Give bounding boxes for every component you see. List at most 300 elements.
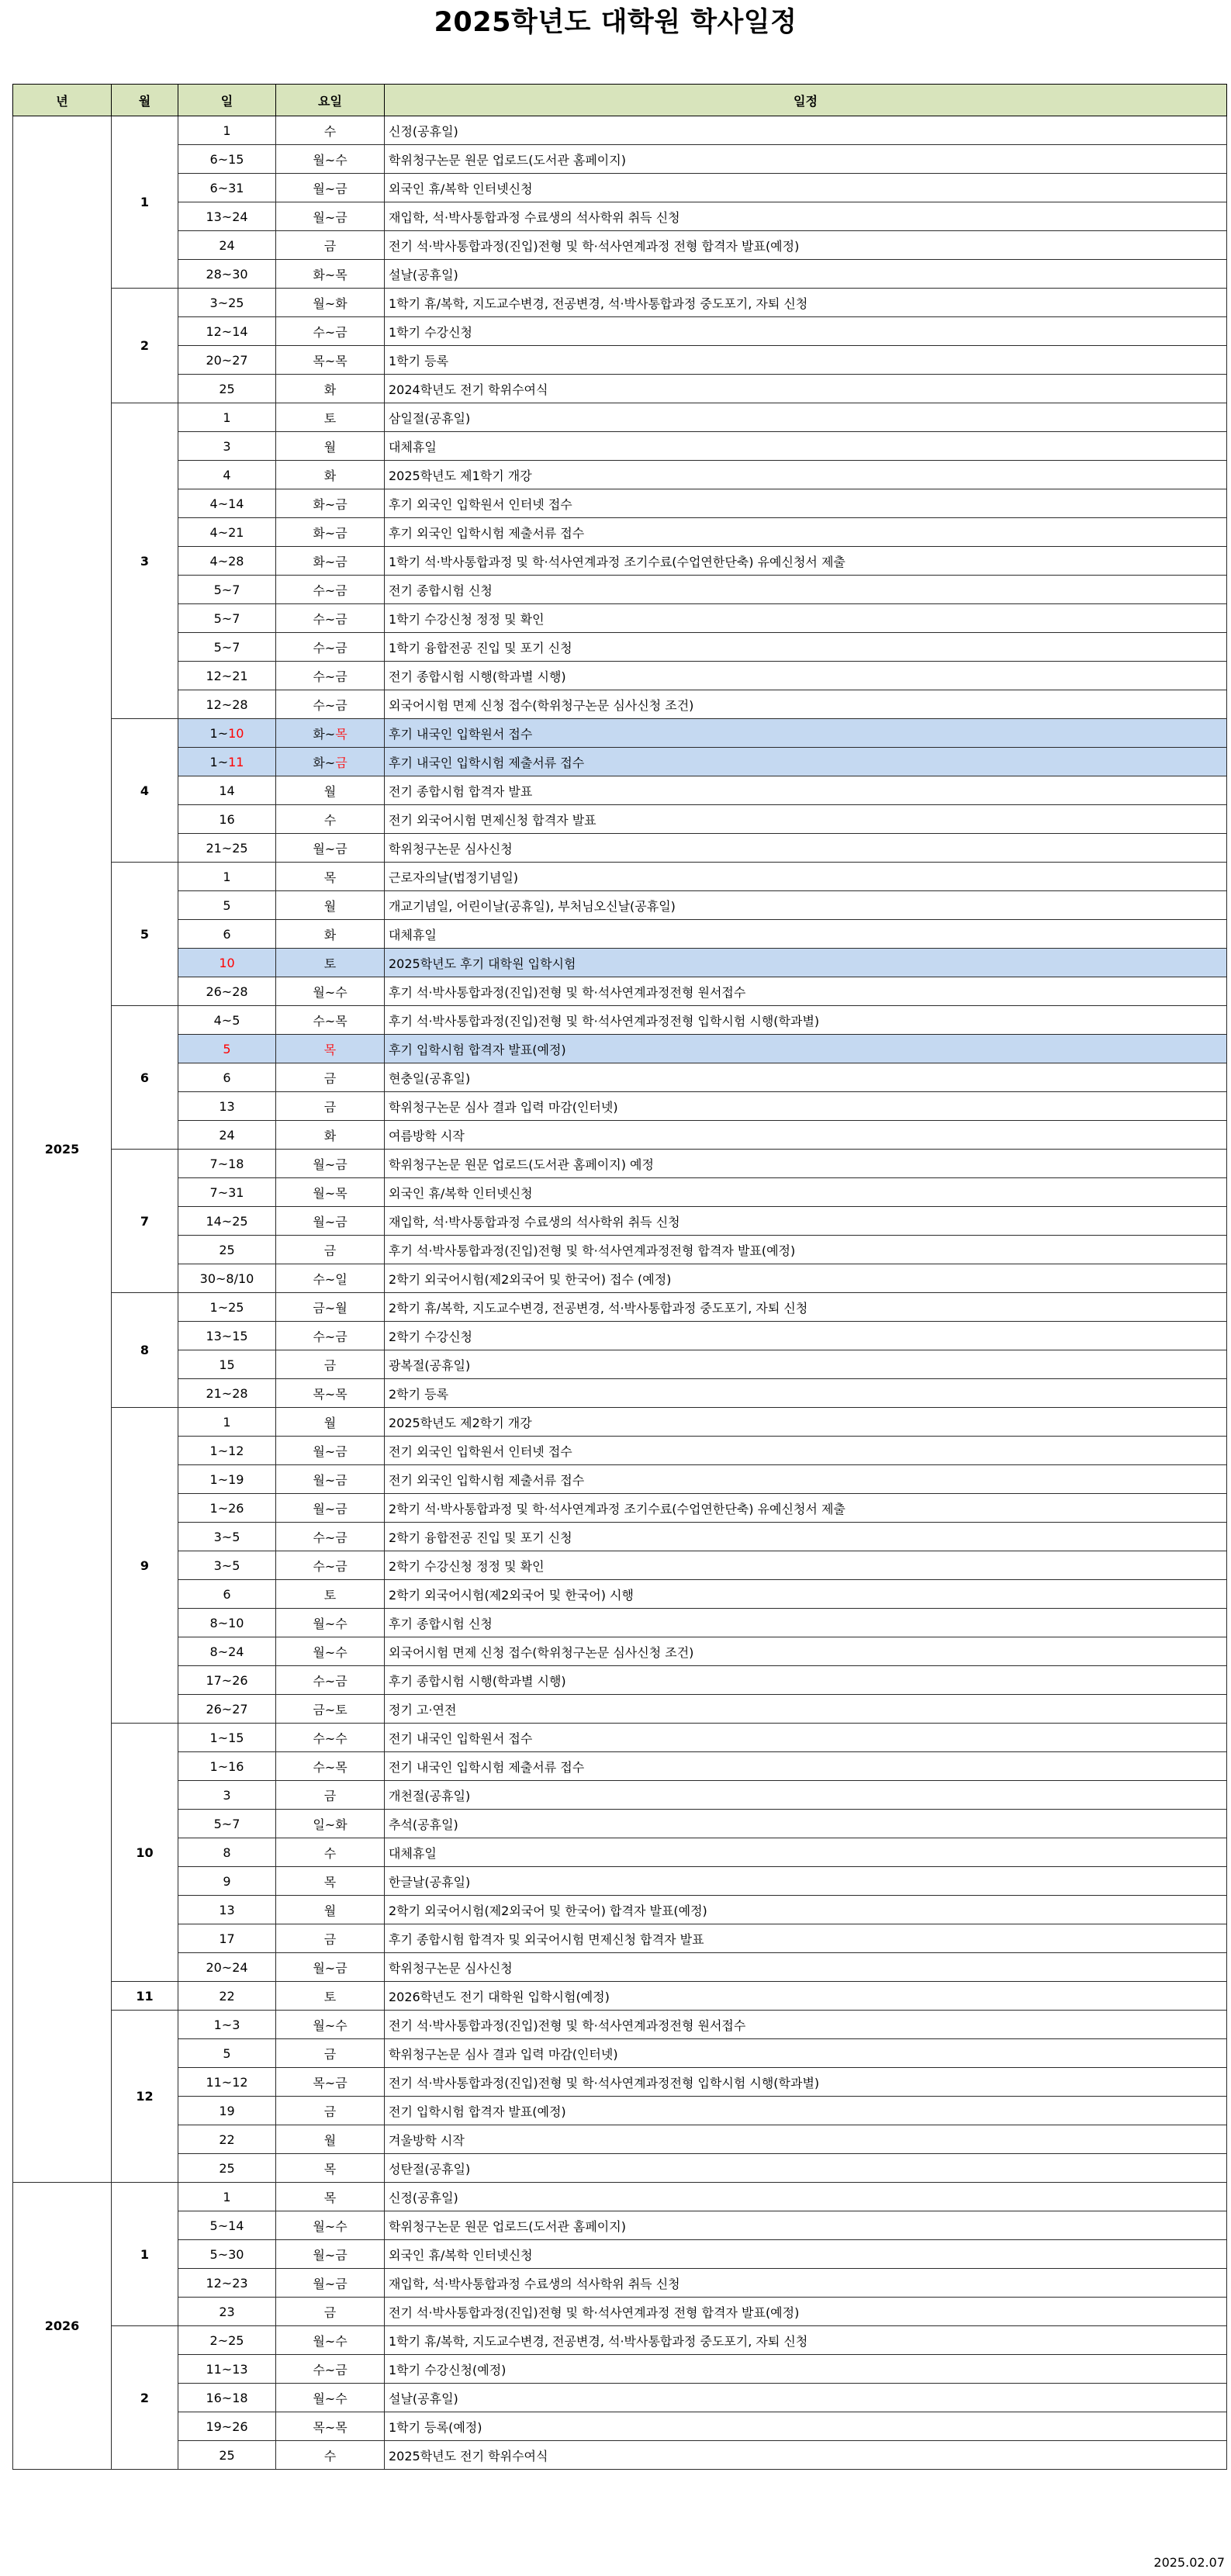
table-row	[13, 1637, 1227, 1666]
day-of-week-cell: 월~금	[276, 834, 385, 863]
event-cell: 1학기 휴/복학, 지도교수변경, 전공변경, 석·박사통합과정 중도포기, 자퇴 신청	[385, 2326, 1227, 2355]
day-cell: 25	[178, 2154, 276, 2183]
month-cell: 4	[112, 719, 178, 863]
event-cell: 개천절(공휴일)	[385, 1781, 1227, 1810]
event-cell: 전기 종합시험 신청	[385, 576, 1227, 604]
day-cell: 14~25	[178, 1207, 276, 1236]
table-row	[13, 1379, 1227, 1408]
day-of-week-cell: 금	[276, 231, 385, 260]
header-day-of-week: 요일	[276, 85, 385, 116]
table-row	[13, 1006, 1227, 1035]
day-cell: 13	[178, 1896, 276, 1924]
day-cell: 3~5	[178, 1523, 276, 1551]
table-row	[13, 461, 1227, 489]
day-cell: 16	[178, 805, 276, 834]
event-cell: 1학기 휴/복학, 지도교수변경, 전공변경, 석·박사통합과정 중도포기, 자퇴 신청	[385, 289, 1227, 317]
table-row	[13, 805, 1227, 834]
table-row	[13, 489, 1227, 518]
day-of-week-cell: 목~금	[276, 2068, 385, 2097]
event-cell: 2학기 수강신청 정정 및 확인	[385, 1551, 1227, 1580]
day-cell: 4~21	[178, 518, 276, 547]
dow-start: 화~	[313, 726, 336, 742]
year-cell: 2026	[13, 2183, 112, 2470]
event-cell: 2025학년도 제1학기 개강	[385, 461, 1227, 489]
day-cell: 1	[178, 2183, 276, 2211]
table-row	[13, 2154, 1227, 2183]
event-cell: 재입학, 석·박사통합과정 수료생의 석사학위 취득 신청	[385, 1207, 1227, 1236]
day-of-week-cell: 금	[276, 1063, 385, 1092]
table-row	[13, 1666, 1227, 1695]
table-row	[13, 1207, 1227, 1236]
day-of-week-cell	[276, 748, 385, 776]
event-cell: 후기 외국인 입학원서 인터넷 접수	[385, 489, 1227, 518]
event-cell: 학위청구논문 원문 업로드(도서관 홈페이지)	[385, 2211, 1227, 2240]
event-cell: 전기 석·박사통합과정(진입)전형 및 학·석사연계과정전형 원서접수	[385, 2011, 1227, 2039]
day-cell: 6~31	[178, 174, 276, 202]
day-cell: 13~24	[178, 202, 276, 231]
day-of-week-cell: 토	[276, 1580, 385, 1609]
table-row	[13, 1752, 1227, 1781]
event-cell: 성탄절(공휴일)	[385, 2154, 1227, 2183]
table-row	[13, 1695, 1227, 1724]
day-cell: 17~26	[178, 1666, 276, 1695]
day-cell: 12~14	[178, 317, 276, 346]
day-cell	[178, 748, 276, 776]
event-cell: 정기 고·연전	[385, 1695, 1227, 1724]
day-cell: 6	[178, 1580, 276, 1609]
event-cell: 삼일절(공휴일)	[385, 403, 1227, 432]
table-row	[13, 1781, 1227, 1810]
table-row	[13, 2125, 1227, 2154]
header-month: 월	[112, 85, 178, 116]
day-of-week-cell: 월~목	[276, 1178, 385, 1207]
day-cell: 1~25	[178, 1293, 276, 1322]
day-cell: 3	[178, 1781, 276, 1810]
event-cell: 전기 외국인 입학시험 제출서류 접수	[385, 1465, 1227, 1494]
day-of-week-cell	[276, 719, 385, 748]
day-of-week-cell: 월~금	[276, 202, 385, 231]
table-row	[13, 2068, 1227, 2097]
day-cell: 25	[178, 375, 276, 403]
table-row	[13, 949, 1227, 977]
event-cell: 1학기 수강신청	[385, 317, 1227, 346]
day-of-week-cell: 수~일	[276, 1264, 385, 1293]
day-cell: 5~7	[178, 1810, 276, 1838]
event-cell: 전기 외국어시험 면제신청 합격자 발표	[385, 805, 1227, 834]
day-of-week-cell: 월~금	[276, 1150, 385, 1178]
day-of-week-cell: 화	[276, 375, 385, 403]
event-cell: 설날(공휴일)	[385, 2384, 1227, 2412]
table-row	[13, 2326, 1227, 2355]
day-cell: 6	[178, 1063, 276, 1092]
event-cell: 대체휴일	[385, 920, 1227, 949]
table-row	[13, 863, 1227, 891]
month-cell: 1	[112, 116, 178, 289]
day-cell: 8~24	[178, 1637, 276, 1666]
day-cell: 14	[178, 776, 276, 805]
day-of-week-cell: 수~금	[276, 1666, 385, 1695]
day-cell: 20~24	[178, 1953, 276, 1982]
day-cell: 22	[178, 1982, 276, 2011]
event-cell: 1학기 석·박사통합과정 및 학·석사연계과정 조기수료(수업연한단축) 유예신청서 제출	[385, 547, 1227, 576]
event-cell: 후기 종합시험 신청	[385, 1609, 1227, 1637]
schedule-body	[13, 116, 1227, 2470]
day-of-week-cell: 수~금	[276, 317, 385, 346]
event-cell: 추석(공휴일)	[385, 1810, 1227, 1838]
day-cell: 8	[178, 1838, 276, 1867]
day-of-week-cell: 토	[276, 403, 385, 432]
day-of-week-cell: 목~목	[276, 1379, 385, 1408]
table-row	[13, 2298, 1227, 2326]
event-cell: 후기 내국인 입학원서 접수	[385, 719, 1227, 748]
table-row	[13, 1350, 1227, 1379]
day-cell: 5~7	[178, 633, 276, 662]
day-cell: 3~25	[178, 289, 276, 317]
table-row	[13, 1494, 1227, 1523]
event-cell: 2학기 등록	[385, 1379, 1227, 1408]
day-of-week-cell: 수	[276, 1838, 385, 1867]
day-cell: 6~15	[178, 145, 276, 174]
event-cell: 외국인 휴/복학 인터넷신청	[385, 174, 1227, 202]
header-year: 년	[13, 85, 112, 116]
event-cell: 후기 종합시험 합격자 및 외국어시험 면제신청 합격자 발표	[385, 1924, 1227, 1953]
day-of-week-cell: 화	[276, 1121, 385, 1150]
day-cell: 3~5	[178, 1551, 276, 1580]
day-of-week-cell: 목~목	[276, 346, 385, 375]
day-cell: 4	[178, 461, 276, 489]
day-cell: 5	[178, 1035, 276, 1063]
event-cell: 후기 석·박사통합과정(진입)전형 및 학·석사연계과정전형 합격자 발표(예정)	[385, 1236, 1227, 1264]
table-row	[13, 891, 1227, 920]
day-of-week-cell: 월~금	[276, 174, 385, 202]
day-of-week-cell: 금~월	[276, 1293, 385, 1322]
table-row	[13, 1293, 1227, 1322]
event-cell: 전기 입학시험 합격자 발표(예정)	[385, 2097, 1227, 2125]
day-of-week-cell: 금	[276, 2097, 385, 2125]
table-header-row	[13, 85, 1227, 116]
day-of-week-cell: 월~수	[276, 977, 385, 1006]
table-row	[13, 1092, 1227, 1121]
day-cell: 5	[178, 891, 276, 920]
day-end: 10	[228, 725, 244, 741]
month-cell: 12	[112, 2011, 178, 2183]
day-cell: 3	[178, 432, 276, 461]
event-cell: 현충일(공휴일)	[385, 1063, 1227, 1092]
table-row	[13, 432, 1227, 461]
day-of-week-cell: 수~금	[276, 2355, 385, 2384]
day-of-week-cell: 화~금	[276, 518, 385, 547]
header-day: 일	[178, 85, 276, 116]
year-cell: 2025	[13, 116, 112, 2183]
table-row	[13, 2240, 1227, 2269]
event-cell: 2025학년도 후기 대학원 입학시험	[385, 949, 1227, 977]
table-row	[13, 202, 1227, 231]
table-row	[13, 289, 1227, 317]
table-row	[13, 2183, 1227, 2211]
event-cell: 외국인 휴/복학 인터넷신청	[385, 2240, 1227, 2269]
event-cell: 1학기 수강신청(예정)	[385, 2355, 1227, 2384]
day-of-week-cell: 목	[276, 863, 385, 891]
day-cell: 28~30	[178, 260, 276, 289]
month-cell: 2	[112, 2326, 178, 2470]
event-cell: 후기 석·박사통합과정(진입)전형 및 학·석사연계과정전형 원서접수	[385, 977, 1227, 1006]
month-cell: 3	[112, 403, 178, 719]
dow-end: 목	[335, 726, 348, 742]
day-of-week-cell: 목	[276, 1867, 385, 1896]
month-cell: 5	[112, 863, 178, 1006]
month-cell: 11	[112, 1982, 178, 2011]
table-row	[13, 1896, 1227, 1924]
table-row	[13, 576, 1227, 604]
event-cell: 학위청구논문 심사 결과 입력 마감(인터넷)	[385, 2039, 1227, 2068]
dow-start: 화~	[313, 755, 336, 770]
table-row	[13, 719, 1227, 748]
month-cell: 6	[112, 1006, 178, 1150]
day-cell: 4~5	[178, 1006, 276, 1035]
day-of-week-cell: 월	[276, 776, 385, 805]
table-row	[13, 2412, 1227, 2441]
day-cell: 8~10	[178, 1609, 276, 1637]
table-row	[13, 547, 1227, 576]
day-cell: 13	[178, 1092, 276, 1121]
event-cell: 1학기 융합전공 진입 및 포기 신청	[385, 633, 1227, 662]
day-of-week-cell: 화	[276, 920, 385, 949]
day-of-week-cell: 금	[276, 1781, 385, 1810]
table-row	[13, 1580, 1227, 1609]
day-cell: 12~28	[178, 690, 276, 719]
table-row	[13, 145, 1227, 174]
day-of-week-cell: 수	[276, 2441, 385, 2470]
day-cell: 1~16	[178, 1752, 276, 1781]
day-cell: 26~27	[178, 1695, 276, 1724]
day-of-week-cell: 목~목	[276, 2412, 385, 2441]
day-of-week-cell: 목	[276, 2154, 385, 2183]
event-cell: 전기 석·박사통합과정(진입)전형 및 학·석사연계과정전형 입학시험 시행(학과별)	[385, 2068, 1227, 2097]
day-of-week-cell: 월~수	[276, 1637, 385, 1666]
day-cell: 12~21	[178, 662, 276, 690]
event-cell: 전기 석·박사통합과정(진입)전형 및 학·석사연계과정 전형 합격자 발표(예정)	[385, 231, 1227, 260]
day-cell: 5~14	[178, 2211, 276, 2240]
event-cell: 2학기 외국어시험(제2외국어 및 한국어) 합격자 발표(예정)	[385, 1896, 1227, 1924]
day-of-week-cell: 수~금	[276, 604, 385, 633]
table-row	[13, 977, 1227, 1006]
day-of-week-cell: 화~금	[276, 489, 385, 518]
event-cell: 후기 입학시험 합격자 발표(예정)	[385, 1035, 1227, 1063]
table-row	[13, 231, 1227, 260]
day-of-week-cell: 월~금	[276, 1465, 385, 1494]
day-cell: 22	[178, 2125, 276, 2154]
day-of-week-cell: 수	[276, 805, 385, 834]
day-cell: 25	[178, 1236, 276, 1264]
table-row	[13, 1264, 1227, 1293]
table-row	[13, 1150, 1227, 1178]
event-cell: 전기 외국인 입학원서 인터넷 접수	[385, 1437, 1227, 1465]
day-cell: 11~12	[178, 2068, 276, 2097]
day-of-week-cell: 화~목	[276, 260, 385, 289]
table-row	[13, 604, 1227, 633]
month-cell: 10	[112, 1724, 178, 1982]
event-cell: 겨울방학 시작	[385, 2125, 1227, 2154]
table-row	[13, 1121, 1227, 1150]
month-cell: 9	[112, 1408, 178, 1724]
table-row	[13, 260, 1227, 289]
day-cell: 7~18	[178, 1150, 276, 1178]
table-row	[13, 2355, 1227, 2384]
day-of-week-cell: 수~수	[276, 1724, 385, 1752]
day-cell: 23	[178, 2298, 276, 2326]
day-of-week-cell: 수~금	[276, 690, 385, 719]
page-title: 2025학년도 대학원 학사일정	[434, 7, 797, 38]
table-row	[13, 1982, 1227, 2011]
table-row	[13, 1810, 1227, 1838]
table-row	[13, 1063, 1227, 1092]
table-row	[13, 690, 1227, 719]
table-row	[13, 1178, 1227, 1207]
table-row	[13, 1724, 1227, 1752]
table-row	[13, 2097, 1227, 2125]
day-of-week-cell: 월~화	[276, 289, 385, 317]
event-cell: 학위청구논문 원문 업로드(도서관 홈페이지)	[385, 145, 1227, 174]
day-of-week-cell: 월~수	[276, 2211, 385, 2240]
day-cell: 11~13	[178, 2355, 276, 2384]
event-cell: 2025학년도 전기 학위수여식	[385, 2441, 1227, 2470]
event-cell: 대체휴일	[385, 1838, 1227, 1867]
day-cell: 19~26	[178, 2412, 276, 2441]
day-cell: 19	[178, 2097, 276, 2125]
table-row	[13, 518, 1227, 547]
day-cell: 5~7	[178, 576, 276, 604]
day-cell: 21~28	[178, 1379, 276, 1408]
table-row	[13, 776, 1227, 805]
day-of-week-cell: 금~토	[276, 1695, 385, 1724]
event-cell: 여름방학 시작	[385, 1121, 1227, 1150]
day-of-week-cell: 수~금	[276, 1322, 385, 1350]
day-cell: 4~28	[178, 547, 276, 576]
table-row	[13, 1523, 1227, 1551]
table-row	[13, 920, 1227, 949]
day-of-week-cell: 월~수	[276, 1609, 385, 1637]
event-cell: 1학기 수강신청 정정 및 확인	[385, 604, 1227, 633]
day-of-week-cell: 화	[276, 461, 385, 489]
day-cell: 1	[178, 403, 276, 432]
event-cell: 후기 내국인 입학시험 제출서류 접수	[385, 748, 1227, 776]
day-cell: 1~3	[178, 2011, 276, 2039]
day-of-week-cell: 월~수	[276, 145, 385, 174]
table-row	[13, 2269, 1227, 2298]
event-cell: 2024학년도 전기 학위수여식	[385, 375, 1227, 403]
day-of-week-cell: 수~금	[276, 1523, 385, 1551]
day-of-week-cell: 수~목	[276, 1006, 385, 1035]
month-cell: 7	[112, 1150, 178, 1293]
day-of-week-cell: 월	[276, 2125, 385, 2154]
day-of-week-cell: 금	[276, 1092, 385, 1121]
day-of-week-cell: 월~수	[276, 2011, 385, 2039]
day-of-week-cell: 수~금	[276, 662, 385, 690]
event-cell: 전기 내국인 입학시험 제출서류 접수	[385, 1752, 1227, 1781]
event-cell: 2학기 융합전공 진입 및 포기 신청	[385, 1523, 1227, 1551]
event-cell: 2학기 외국어시험(제2외국어 및 한국어) 시행	[385, 1580, 1227, 1609]
day-cell: 17	[178, 1924, 276, 1953]
event-cell: 학위청구논문 심사 결과 입력 마감(인터넷)	[385, 1092, 1227, 1121]
table-row	[13, 2011, 1227, 2039]
day-of-week-cell: 월	[276, 891, 385, 920]
day-of-week-cell: 월~금	[276, 2240, 385, 2269]
table-row	[13, 346, 1227, 375]
table-row	[13, 1437, 1227, 1465]
day-cell: 4~14	[178, 489, 276, 518]
day-of-week-cell: 월~수	[276, 2384, 385, 2412]
event-cell: 후기 종합시험 시행(학과별 시행)	[385, 1666, 1227, 1695]
event-cell: 학위청구논문 심사신청	[385, 1953, 1227, 1982]
day-of-week-cell: 월	[276, 1896, 385, 1924]
day-of-week-cell: 수~금	[276, 1551, 385, 1580]
day-cell: 1~12	[178, 1437, 276, 1465]
event-cell: 전기 내국인 입학원서 접수	[385, 1724, 1227, 1752]
table-row	[13, 116, 1227, 145]
day-of-week-cell: 월~금	[276, 2269, 385, 2298]
month-cell: 1	[112, 2183, 178, 2326]
day-of-week-cell: 월	[276, 1408, 385, 1437]
day-of-week-cell: 금	[276, 1924, 385, 1953]
event-cell: 외국어시험 면제 신청 접수(학위청구논문 심사신청 조건)	[385, 690, 1227, 719]
day-cell: 15	[178, 1350, 276, 1379]
day-cell: 6	[178, 920, 276, 949]
day-cell: 20~27	[178, 346, 276, 375]
event-cell: 근로자의날(법정기념일)	[385, 863, 1227, 891]
event-cell: 2026학년도 전기 대학원 입학시험(예정)	[385, 1982, 1227, 2011]
event-cell: 재입학, 석·박사통합과정 수료생의 석사학위 취득 신청	[385, 2269, 1227, 2298]
day-of-week-cell: 수~목	[276, 1752, 385, 1781]
day-cell: 1	[178, 116, 276, 145]
day-of-week-cell: 월	[276, 432, 385, 461]
table-row	[13, 2441, 1227, 2470]
day-cell: 1	[178, 1408, 276, 1437]
table-row	[13, 1035, 1227, 1063]
day-cell: 5	[178, 2039, 276, 2068]
table-row	[13, 1322, 1227, 1350]
table-row	[13, 662, 1227, 690]
day-cell: 1~26	[178, 1494, 276, 1523]
event-cell: 2학기 석·박사통합과정 및 학·석사연계과정 조기수료(수업연한단축) 유예신청서 제출	[385, 1494, 1227, 1523]
day-of-week-cell: 금	[276, 2039, 385, 2068]
day-start: 1~	[209, 754, 229, 769]
day-of-week-cell: 금	[276, 1350, 385, 1379]
table-row	[13, 317, 1227, 346]
day-of-week-cell: 월~금	[276, 1953, 385, 1982]
event-cell: 설날(공휴일)	[385, 260, 1227, 289]
table-row	[13, 1838, 1227, 1867]
table-row	[13, 174, 1227, 202]
day-cell: 26~28	[178, 977, 276, 1006]
table-row	[13, 1924, 1227, 1953]
day-of-week-cell: 목	[276, 1035, 385, 1063]
day-of-week-cell: 월~금	[276, 1437, 385, 1465]
day-cell: 24	[178, 1121, 276, 1150]
event-cell: 신정(공휴일)	[385, 116, 1227, 145]
event-cell: 후기 외국인 입학시험 제출서류 접수	[385, 518, 1227, 547]
event-cell: 광복절(공휴일)	[385, 1350, 1227, 1379]
table-row	[13, 748, 1227, 776]
day-cell: 12~23	[178, 2269, 276, 2298]
day-of-week-cell: 토	[276, 1982, 385, 2011]
day-cell: 9	[178, 1867, 276, 1896]
day-of-week-cell: 금	[276, 2298, 385, 2326]
month-cell: 8	[112, 1293, 178, 1408]
day-start: 1~	[209, 725, 229, 741]
event-cell: 1학기 등록(예정)	[385, 2412, 1227, 2441]
day-of-week-cell: 수~금	[276, 576, 385, 604]
table-row	[13, 2039, 1227, 2068]
